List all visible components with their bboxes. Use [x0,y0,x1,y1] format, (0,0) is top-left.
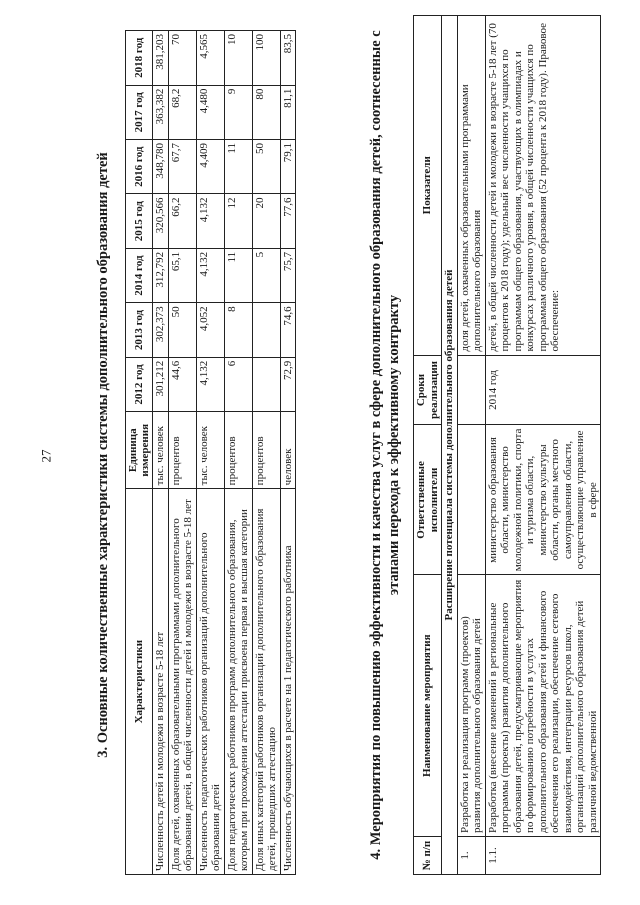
unit-cell: тыс. человек [153,412,169,489]
table-row [457,16,485,875]
header-year: 2017 год [126,85,153,139]
value-cell: 12 [224,194,252,248]
header-responsible: Ответственные исполнители [414,425,442,575]
header-year: 2018 год [126,31,153,86]
characteristic-name: Численность обучающихся в расчете на 1 педагогического работника [280,489,296,875]
header-indicators: Показатели [414,16,442,356]
value-cell: 4,132 [196,194,224,248]
header-unit: Единица измерения [126,412,153,489]
value-cell: 65,1 [168,248,196,302]
table-row [224,31,252,875]
value-cell: 74,6 [280,303,296,357]
value-cell: 302,373 [153,303,169,357]
header-year: 2013 год [126,303,153,357]
value-cell: 301,212 [153,357,169,411]
characteristics-header-row [126,31,153,875]
header-year: 2016 год [126,140,153,194]
value-cell: 8 [224,303,252,357]
unit-cell: человек [280,412,296,489]
responsible-cell: министерство образования области, министерство молодежной политики, спорта и туризма области, министерство культуры области, органы местного самоуправления области, осуществляющие управление в сфере [485,425,601,575]
value-cell: 320,566 [153,194,169,248]
value-cell: 66,2 [168,194,196,248]
table-row [280,31,296,875]
header-year: 2014 год [126,248,153,302]
value-cell: 11 [224,248,252,302]
measure-name: Разработка и реализация программ (проектов) развития дополнительного образования детей [457,575,485,837]
measures-header-row [414,16,442,875]
value-cell: 50 [252,140,280,194]
value-cell: 67,7 [168,140,196,194]
table-row [252,31,280,875]
value-cell: 68,2 [168,85,196,139]
header-num: № п/п [414,837,442,875]
header-year: 2012 год [126,357,153,411]
value-cell: 72,9 [280,357,296,411]
header-year: 2015 год [126,194,153,248]
value-cell: 50 [168,303,196,357]
value-cell: 4,132 [196,357,224,411]
value-cell: 4,052 [196,303,224,357]
value-cell: 11 [224,140,252,194]
table-row [485,16,601,875]
value-cell: 80 [252,85,280,139]
header-measure-name: Наименование мероприятия [414,575,442,837]
value-cell: 20 [252,194,280,248]
subheading-row [442,16,458,875]
value-cell: 348,780 [153,140,169,194]
responsible-cell [457,425,485,575]
measures-table [413,15,601,875]
value-cell: 4,132 [196,248,224,302]
section-4-title: 4. Мероприятия по повышению эффективности и качества услуг в сфере дополнительного образования детей, соотнесенные с этапами перехода к эффективному контракту [368,30,402,860]
value-cell: 4,565 [196,31,224,86]
value-cell [252,357,280,411]
characteristic-name: Доля педагогических работников программ дополнительного образования, которым при прохождении аттестации присвоена первая и высшая категории [224,489,252,875]
value-cell [252,303,280,357]
indicators-cell: детей, в общей численности детей и молодежи в возрасте 5-18 лет (70 процентов к 2018 году); удельный вес численности учащихся по программам общего образования, участвующих в олимпиадах и конкурсах различного уровня, в общей численности учащихся по программам общего образования (52 процента к 2018 году). Правовое обеспечение: [485,16,601,356]
value-cell: 79,1 [280,140,296,194]
rotated-page-content [95,5,615,885]
characteristics-table [125,30,296,875]
table-row [196,31,224,875]
measure-name: Разработка (внесение изменений в региональные программы (проекты) развития дополнительного образования детей, предусматривающие мероприятия по формированию потребности в услугах дополнительного образования детей и финансового обеспечения его реализации, обеспечение сетевого взаимодействия, интеграции ресурсов школ, организаций дополнительного образования детей различной ведомственной [485,575,601,837]
header-deadline: Сроки реализации [414,355,442,425]
unit-cell: процентов [224,412,252,489]
value-cell: 83,5 [280,31,296,86]
value-cell: 44,6 [168,357,196,411]
characteristic-name: Численность педагогических работников организаций дополнительного образования детей [196,489,224,875]
value-cell: 381,203 [153,31,169,86]
value-cell: 100 [252,31,280,86]
deadline-cell: 2014 год [485,355,601,425]
table-row [168,31,196,875]
value-cell: 4,480 [196,85,224,139]
value-cell: 5 [252,248,280,302]
row-number: 1.1. [485,837,601,875]
value-cell: 6 [224,357,252,411]
subheading: Расширение потенциала системы дополнительного образования детей [442,16,458,875]
characteristic-name: Доля детей, охваченных образовательными программами дополнительного образования детей, в общей численности детей и молодежи в возрасте 5-18 лет [168,489,196,875]
indicators-cell: доля детей, охваченных образовательными программами дополнительного образования [457,16,485,356]
deadline-cell [457,355,485,425]
unit-cell: процентов [168,412,196,489]
unit-cell: процентов [252,412,280,489]
value-cell: 312,792 [153,248,169,302]
characteristic-name: Численность детей и молодежи в возрасте 5-18 лет [153,489,169,875]
page-number: 27 [38,449,54,463]
value-cell: 75,7 [280,248,296,302]
unit-cell: тыс. человек [196,412,224,489]
table-row [153,31,169,875]
header-characteristic: Характеристики [126,489,153,875]
row-number: 1. [457,837,485,875]
value-cell: 10 [224,31,252,86]
value-cell: 77,6 [280,194,296,248]
value-cell: 9 [224,85,252,139]
value-cell: 81,1 [280,85,296,139]
characteristic-name: Доля иных категорий работников организаций дополнительного образования детей, прошедших аттестацию [252,489,280,875]
value-cell: 363,382 [153,85,169,139]
section-3-title: 3. Основные количественные характеристики системы дополнительного образования детей [95,152,111,758]
value-cell: 4,409 [196,140,224,194]
value-cell: 70 [168,31,196,86]
